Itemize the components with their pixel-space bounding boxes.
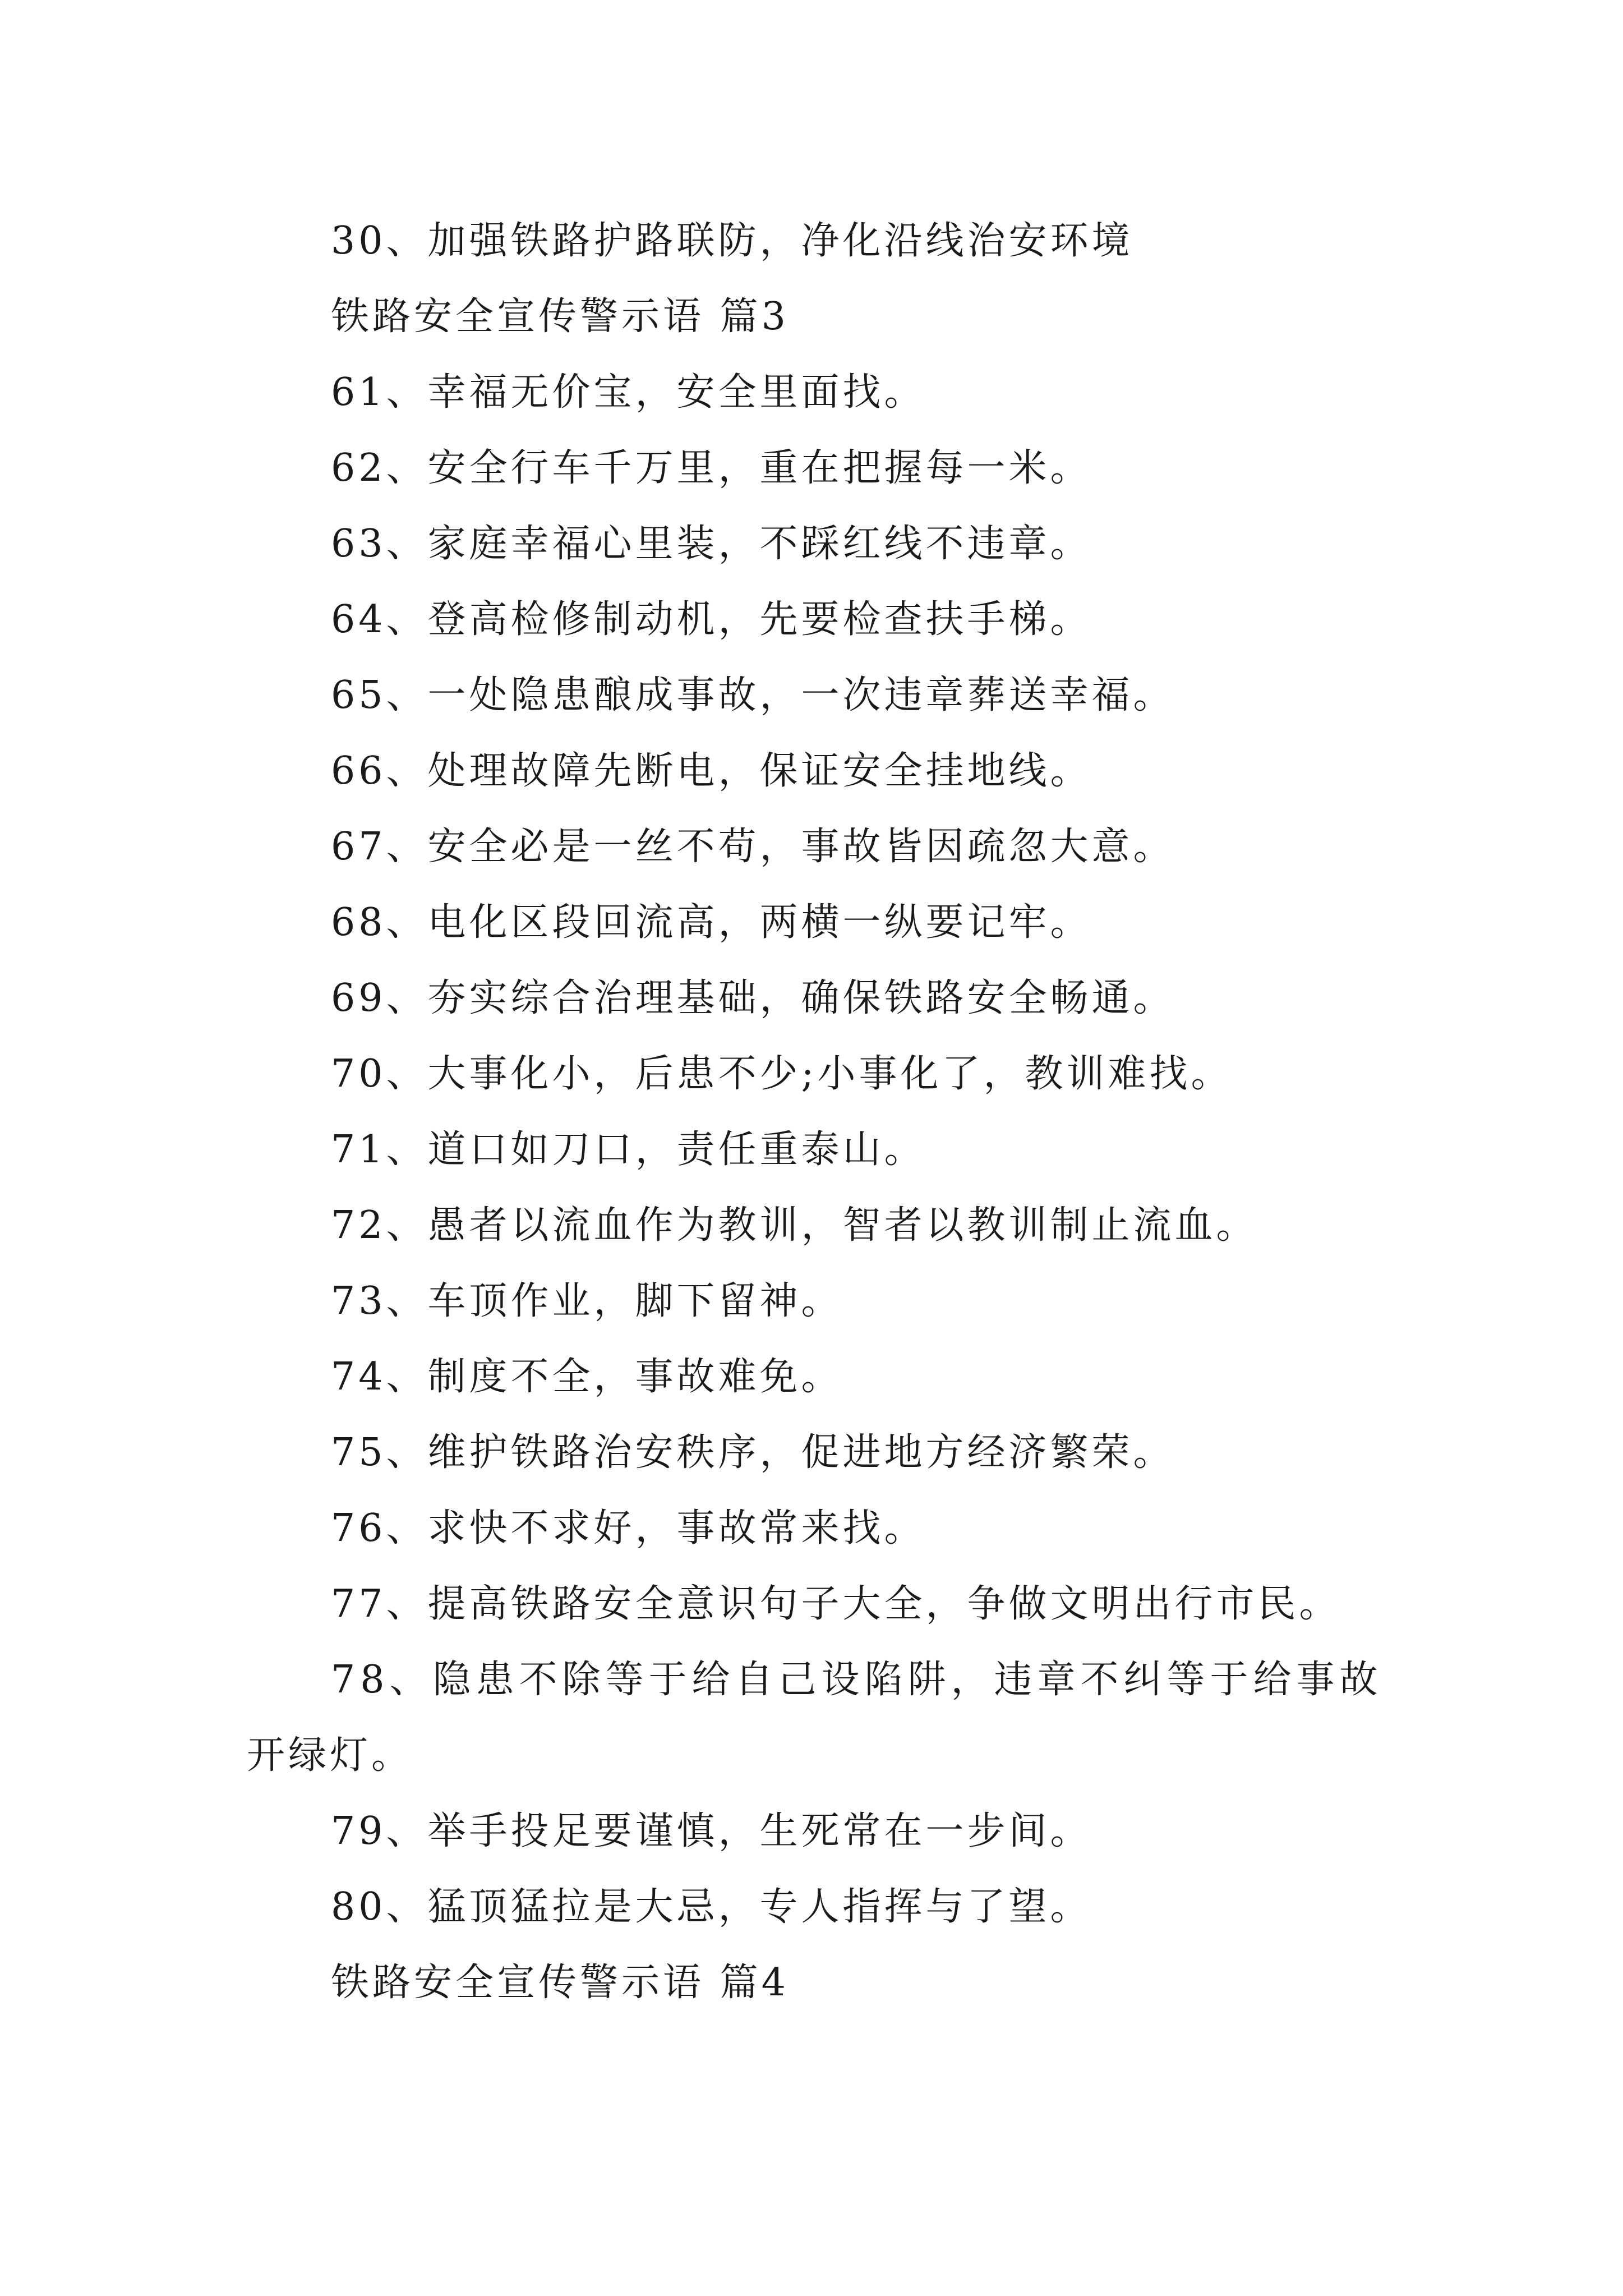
paragraph-line: 70、大事化小，后患不少;小事化了，教训难找。	[331, 1052, 1233, 1096]
paragraph-line: 77、提高铁路安全意识句子大全，争做文明出行市民。	[331, 1582, 1341, 1626]
paragraph-line: 68、电化区段回流高，两横一纵要记牢。	[331, 900, 1092, 945]
paragraph-line: 72、愚者以流血作为教训，智者以教训制止流血。	[331, 1203, 1258, 1248]
paragraph-line: 73、车顶作业，脚下留神。	[331, 1279, 843, 1323]
paragraph-line: 65、一处隐患酿成事故，一次违章葬送幸福。	[331, 673, 1175, 717]
paragraph-line: 63、家庭幸福心里装，不踩红线不违章。	[331, 522, 1092, 566]
paragraph-line: 64、登高检修制动机，先要检查扶手梯。	[331, 597, 1092, 642]
paragraph-line: 79、举手投足要谨慎，生死常在一步间。	[331, 1809, 1092, 1853]
paragraph-line-continuation: 开绿灯。	[247, 1733, 413, 1778]
paragraph-line: 62、安全行车千万里，重在把握每一米。	[331, 446, 1092, 490]
paragraph-line: 69、夯实综合治理基础，确保铁路安全畅通。	[331, 976, 1175, 1020]
section-heading: 铁路安全宣传警示语 篇4	[331, 1961, 789, 2005]
paragraph-line: 80、猛顶猛拉是大忌，专人指挥与了望。	[331, 1885, 1092, 1929]
paragraph-line: 74、制度不全，事故难免。	[331, 1355, 843, 1399]
paragraph-line: 61、幸福无价宝，安全里面找。	[331, 370, 926, 415]
paragraph-line: 67、安全必是一丝不苟，事故皆因疏忽大意。	[331, 825, 1175, 869]
paragraph-line: 76、求快不求好，事故常来找。	[331, 1506, 926, 1550]
paragraph-line: 78、隐患不除等于给自己设陷阱，违章不纠等于给事故	[331, 1658, 1383, 1702]
paragraph-line: 75、维护铁路治安秩序，促进地方经济繁荣。	[331, 1430, 1175, 1475]
paragraph-line: 71、道口如刀口，责任重泰山。	[331, 1128, 926, 1172]
paragraph-line: 30、加强铁路护路联防，净化沿线治安环境	[331, 219, 1133, 263]
section-heading: 铁路安全宣传警示语 篇3	[331, 295, 789, 339]
paragraph-line: 66、处理故障先断电，保证安全挂地线。	[331, 749, 1092, 793]
